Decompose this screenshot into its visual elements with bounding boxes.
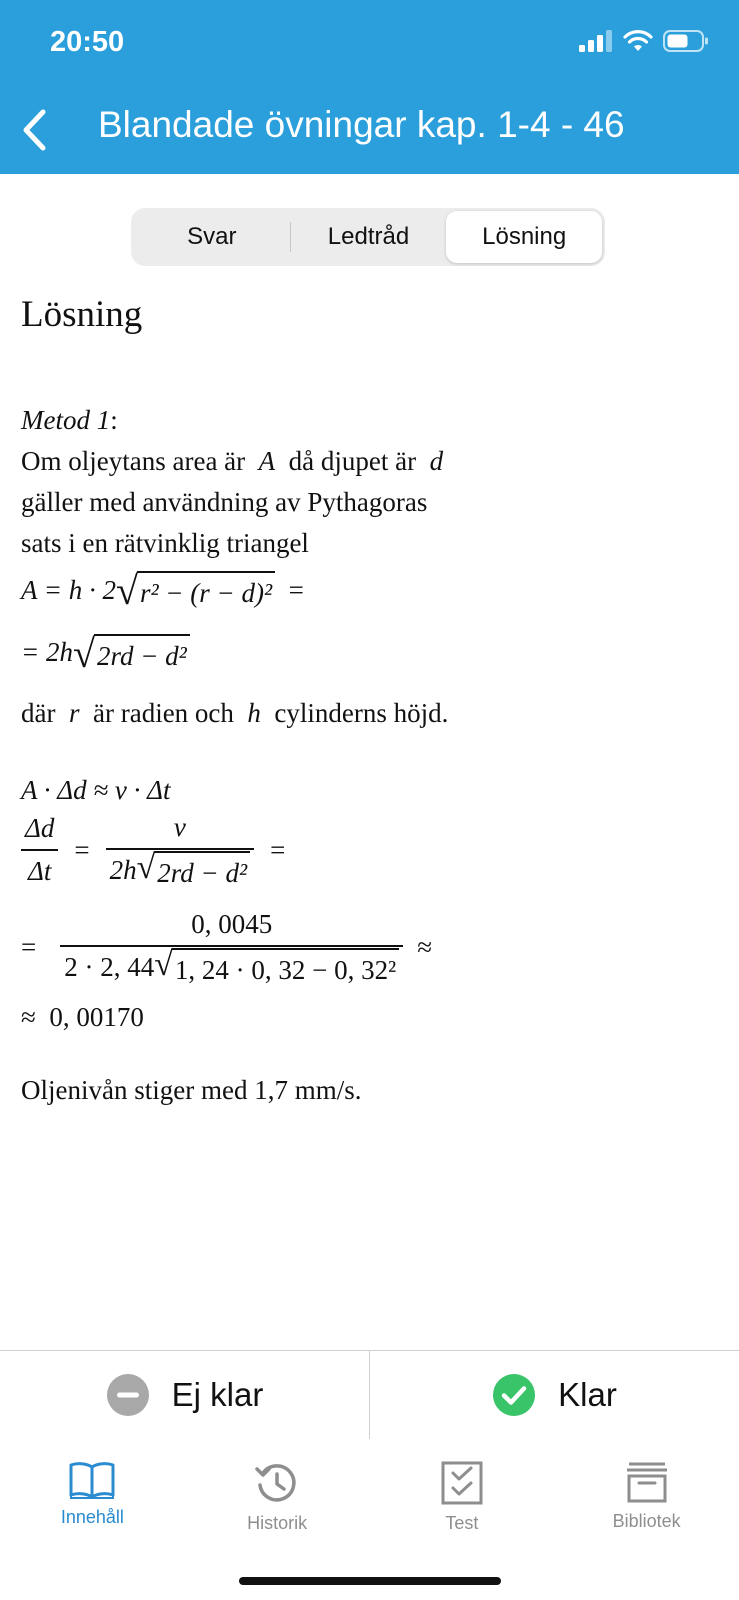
fraction-v-radicand: 2rd − d² [154,851,250,894]
approx-sign: ≈ [417,932,433,963]
book-icon [68,1461,116,1499]
fraction-numeric-sqrt: √ 1, 24 · 0, 32 − 0, 32² [154,948,399,991]
fraction-v [106,807,255,894]
intro-text-1: Om oljeytans area är [21,446,246,476]
approx-result-line: ≈ 0, 00170 [21,1002,144,1033]
var-d: d [429,446,444,476]
fraction-v-sqrt: √ 2rd − d² [137,851,251,894]
solution-content [21,292,721,1111]
completion-bar [0,1350,739,1440]
fraction-numeric-denominator-prefix: 2 · 2, 44 [64,951,155,982]
battery-icon [663,30,709,52]
tab-bibliotek-label: Bibliotek [612,1511,681,1531]
checklist-icon [441,1461,483,1505]
segment-svar[interactable]: Svar [187,223,237,250]
eq2-radicand: 2rd − d² [94,634,190,677]
chevron-left-icon [21,109,47,151]
method-label: Metod 1 [21,405,111,435]
fraction-numeric-denominator [60,947,403,991]
method-line: Metod 1: [21,405,118,435]
eq1-lhs: A = h · 2 [21,575,116,605]
eq1-sqrt: √ r² − (r − d)² [116,571,275,614]
fraction-numeric-radicand: 1, 24 · 0, 32 − 0, 32² [172,948,399,991]
fraction-dd-dt-denominator: Δt [28,856,52,887]
intro-text-2: då djupet är [288,446,417,476]
fraction-dd-dt-numerator: Δd [25,813,55,844]
fraction-dd-dt [21,808,58,892]
tab-bar [0,1439,739,1600]
where-line [21,693,721,734]
fraction-v-numerator: v [173,811,186,842]
fraction-v-denominator-prefix: 2h [109,854,137,885]
var-r: r [68,697,80,728]
tab-bibliotek[interactable] [554,1439,739,1600]
equals-sign-2: = [270,834,286,865]
page-title: Blandade övningar kap. 1-4 - 46 [98,104,625,145]
tab-innehall-label: Innehåll [60,1507,124,1527]
approx-result: 0, 00170 [49,1002,144,1033]
equation-numeric [21,904,721,991]
check-circle-icon [492,1373,536,1417]
var-a: A [258,446,276,476]
tab-historik-label: Historik [247,1513,308,1533]
where-text-1: där [21,697,56,728]
tab-historik[interactable] [185,1439,370,1600]
eq1-radicand: r² − (r − d)² [137,571,275,614]
done-button[interactable] [369,1351,739,1439]
conclusion: Oljenivån stiger med 1,7 mm/s. [21,1075,362,1106]
equation-area: A = h · 2 √ r² − (r − d)² = [21,568,304,614]
not-done-button[interactable] [0,1351,369,1439]
tab-test[interactable] [370,1439,555,1600]
where-text-2: är radien och [93,697,234,728]
top-bar [0,0,739,174]
eq2-sqrt: √ 2rd − d² [73,634,190,677]
intro-line-2: gäller med användning av Pythagoras [21,487,428,517]
equals-sign-3: = [21,932,37,963]
back-button[interactable] [12,104,56,156]
not-done-label: Ej klar [171,1376,264,1413]
eq2-lhs: = 2h [21,637,73,668]
equation-rate: A · Δd ≈ v · Δt [21,774,171,805]
segment-losning[interactable]: Lösning [446,211,602,263]
segment-ledtrad[interactable]: Ledtråd [327,223,410,250]
tab-innehall[interactable] [0,1439,185,1600]
status-time: 20:50 [50,26,125,58]
wifi-icon [623,30,653,52]
equals-sign: = [74,834,90,865]
var-h: h [247,697,261,728]
done-label: Klar [558,1376,617,1413]
history-icon [254,1461,300,1505]
tab-test-label: Test [445,1513,479,1533]
fraction-numeric-numerator: 0, 0045 [191,908,273,939]
signal-icon [579,30,613,52]
where-text-3: cylinderns höjd. [274,697,449,728]
intro-line-1 [21,441,721,482]
fraction-v-denominator [106,850,255,894]
equation-area-simplified [21,632,721,676]
solution-heading: Lösning [21,294,143,335]
archive-icon [625,1461,669,1503]
home-indicator[interactable] [239,1577,501,1585]
status-icons [579,30,709,52]
intro-line-3: sats i en rätvinklig triangel [21,528,309,558]
equation-derivative [21,807,721,894]
segmented-control [131,208,605,266]
minus-circle-icon [106,1373,150,1417]
fraction-numeric [60,904,403,991]
